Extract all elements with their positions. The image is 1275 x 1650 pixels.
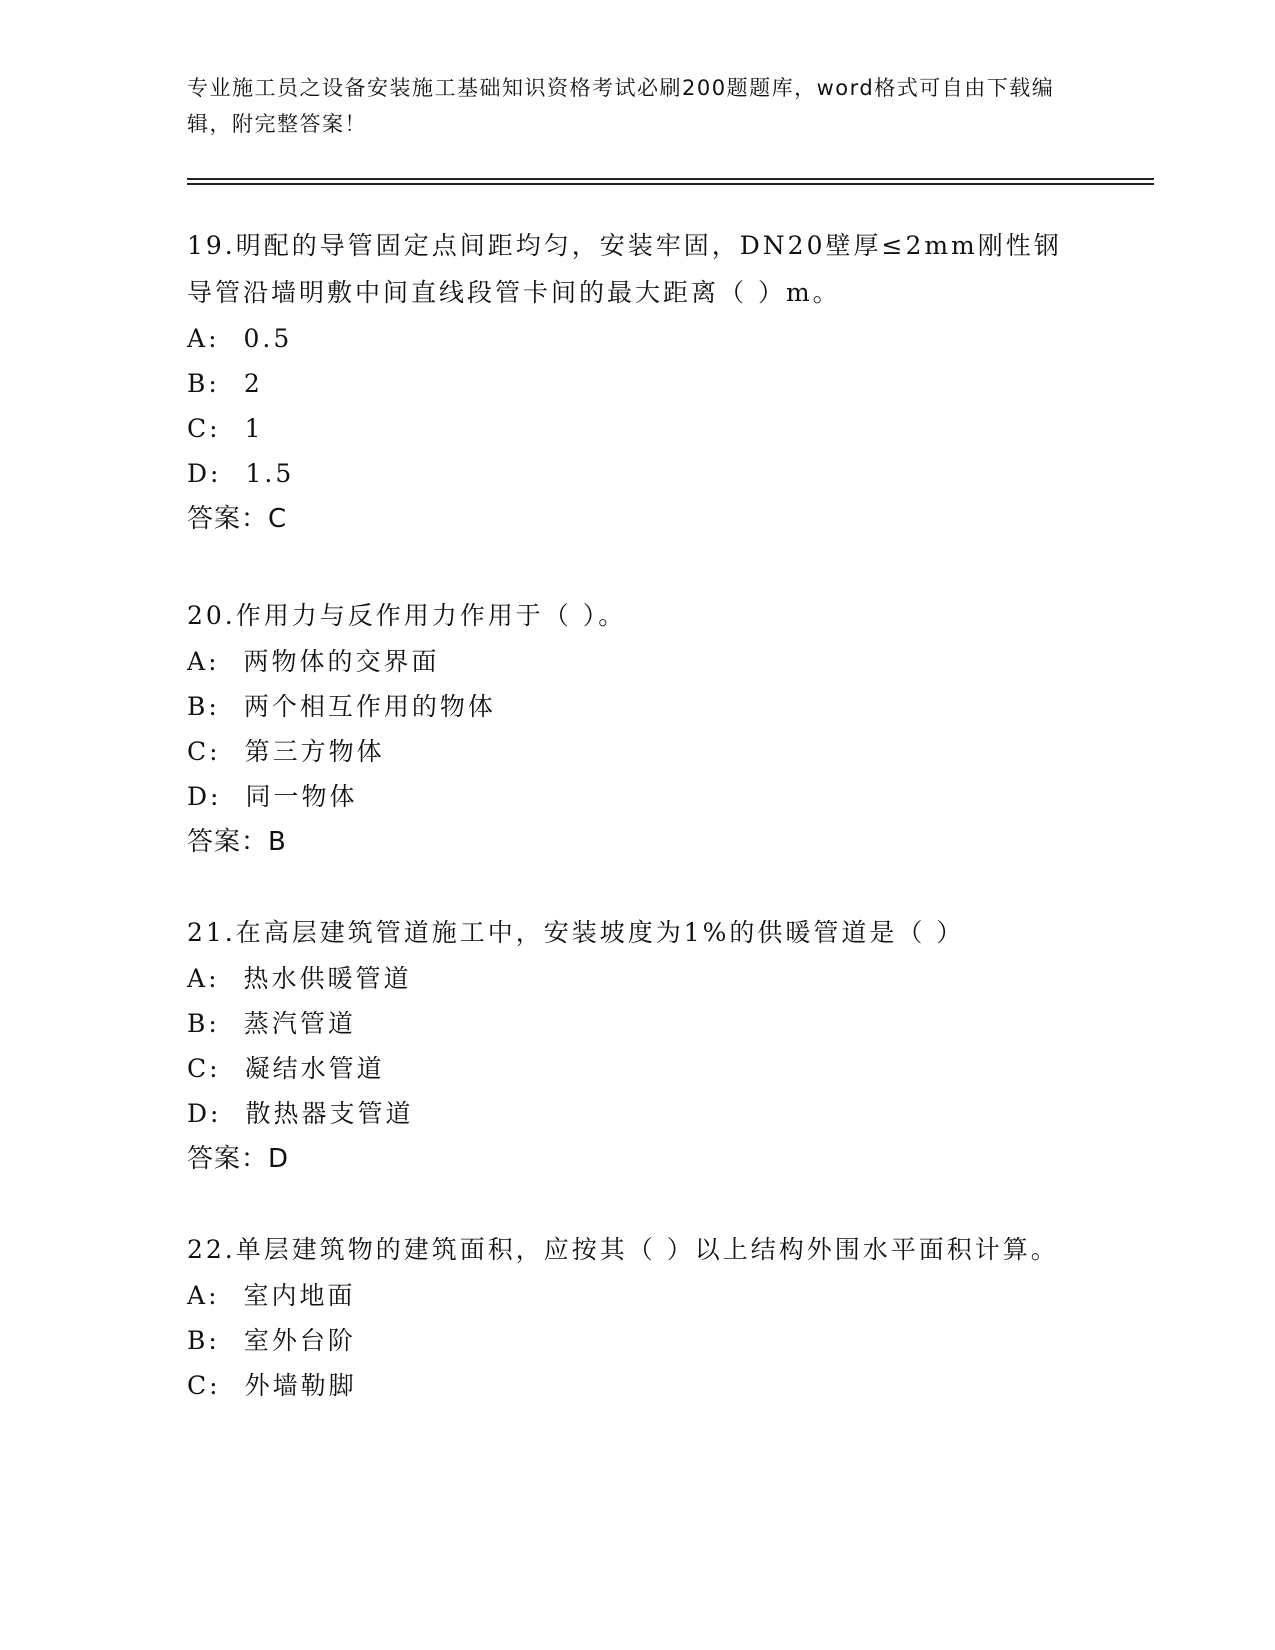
option-letter: B	[187, 692, 209, 721]
option-separator: :	[209, 1054, 221, 1083]
option-text: 室内地面	[243, 1281, 356, 1310]
option-separator: :	[208, 324, 220, 353]
option-a	[187, 639, 1087, 684]
option-text: 散热器支管道	[245, 1099, 414, 1128]
option-b	[187, 684, 1087, 729]
answer-line	[187, 1136, 1087, 1183]
question-stem: 21.在高层建筑管道施工中，安装坡度为1%的供暖管道是（ ）	[187, 918, 965, 947]
option-b	[187, 1001, 1087, 1046]
question-19	[187, 222, 1087, 543]
answer-label: 答案：	[187, 1144, 269, 1174]
answer-value: D	[268, 1144, 290, 1174]
option-letter: A	[187, 1281, 209, 1310]
option-letter: D	[187, 1099, 211, 1128]
option-separator: :	[209, 737, 221, 766]
option-separator: :	[208, 1326, 220, 1355]
option-a	[187, 316, 1087, 361]
option-text: 2	[243, 369, 263, 398]
document-header: 专业施工员之设备安装施工基础知识资格考试必刷200题题库，word格式可自由下载编辑，附完整答案！	[187, 76, 1055, 136]
option-letter: D	[187, 459, 211, 488]
option-a	[187, 1273, 1087, 1318]
header-divider-top	[187, 178, 1154, 180]
option-d	[187, 774, 1087, 819]
option-b	[187, 361, 1087, 406]
option-text: 蒸汽管道	[243, 1009, 356, 1038]
answer-label: 答案：	[187, 827, 269, 857]
option-a	[187, 956, 1087, 1001]
option-separator: :	[208, 1009, 220, 1038]
option-c	[187, 729, 1087, 774]
option-letter: B	[187, 1009, 209, 1038]
option-c	[187, 1363, 1087, 1408]
option-b	[187, 1318, 1087, 1363]
answer-value: C	[268, 504, 288, 534]
option-text: 第三方物体	[244, 737, 385, 766]
option-letter: B	[187, 1326, 209, 1355]
question-stem: 20.作用力与反作用力作用于（ ）。	[187, 601, 627, 630]
answer-label: 答案：	[187, 504, 269, 534]
option-text: 1	[244, 414, 264, 443]
option-letter: B	[187, 369, 209, 398]
option-separator: :	[210, 459, 222, 488]
answer-line	[187, 496, 1087, 543]
option-d	[187, 451, 1087, 496]
option-text: 两个相互作用的物体	[243, 692, 496, 721]
option-text: 1.5	[245, 459, 295, 488]
option-text: 0.5	[243, 324, 293, 353]
question-21	[187, 909, 1087, 1183]
option-letter: A	[187, 964, 209, 993]
option-letter: C	[187, 737, 210, 766]
option-letter: A	[187, 324, 209, 353]
option-text: 同一物体	[245, 782, 358, 811]
option-separator: :	[209, 1371, 221, 1400]
answer-line	[187, 819, 1087, 866]
option-separator: :	[209, 414, 221, 443]
option-letter: C	[187, 414, 210, 443]
option-separator: :	[210, 782, 222, 811]
option-separator: :	[208, 692, 220, 721]
question-stem: 22.单层建筑物的建筑面积，应按其（ ）以上结构外围水平面积计算。	[187, 1235, 1059, 1264]
option-text: 两物体的交界面	[243, 647, 440, 676]
option-letter: D	[187, 782, 211, 811]
option-c	[187, 406, 1087, 451]
option-separator: :	[208, 647, 220, 676]
option-separator: :	[208, 964, 220, 993]
question-22	[187, 1226, 1087, 1408]
header-divider-bottom	[187, 183, 1154, 185]
option-letter: C	[187, 1371, 210, 1400]
option-text: 热水供暖管道	[243, 964, 412, 993]
option-text: 凝结水管道	[244, 1054, 385, 1083]
option-separator: :	[208, 369, 220, 398]
option-text: 室外台阶	[243, 1326, 356, 1355]
option-letter: C	[187, 1054, 210, 1083]
question-stem: 19.明配的导管固定点间距均匀，安装牢固，DN20壁厚≤2mm刚性钢导管沿墙明敷中间直线段管卡间的最大距离（ ）m。	[187, 231, 1062, 307]
question-20	[187, 592, 1087, 866]
option-separator: :	[210, 1099, 222, 1128]
answer-value: B	[268, 827, 287, 857]
option-letter: A	[187, 647, 209, 676]
option-c	[187, 1046, 1087, 1091]
option-separator: :	[208, 1281, 220, 1310]
option-text: 外墙勒脚	[244, 1371, 357, 1400]
option-d	[187, 1091, 1087, 1136]
